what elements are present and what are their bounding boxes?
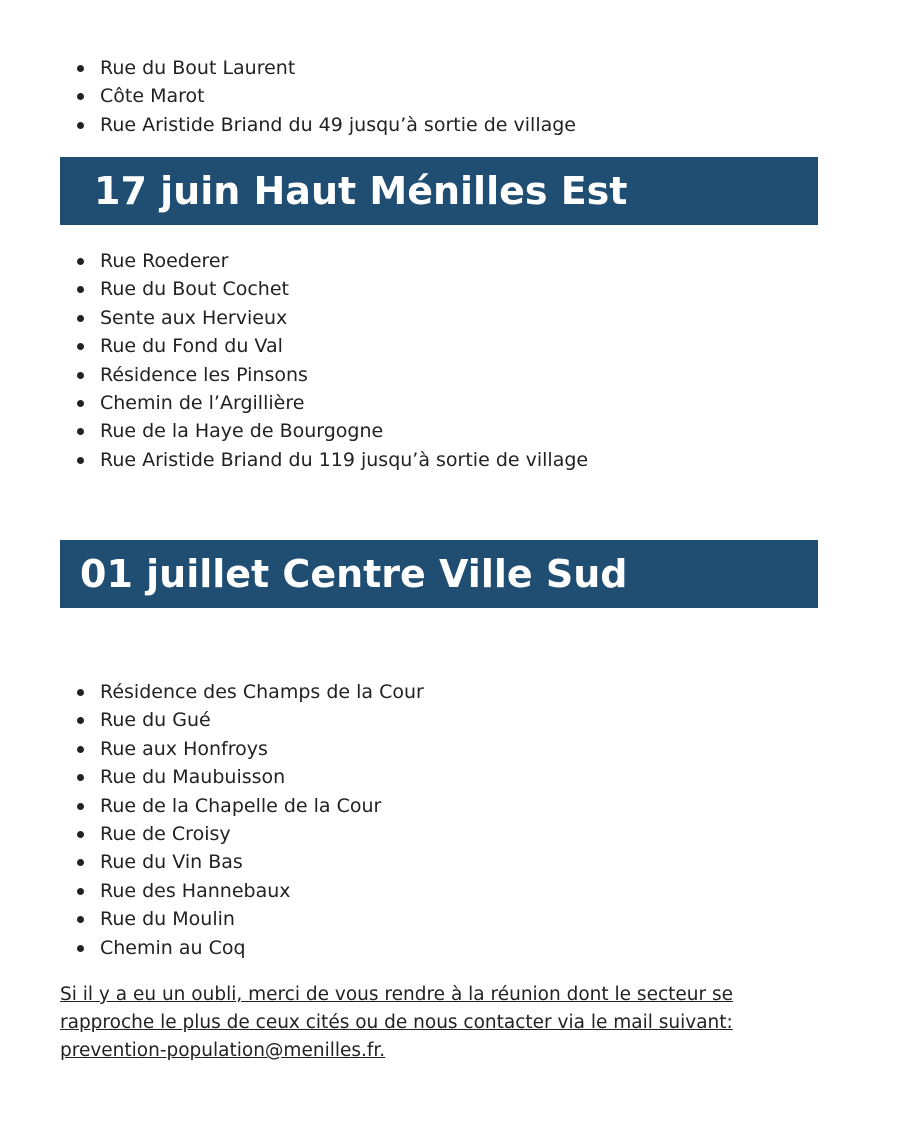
street-list-centre-ville-sud — [0, 678, 424, 962]
list-item: Rue aux Honfroys — [0, 735, 424, 763]
bullet-icon — [77, 888, 84, 895]
list-item: Rue du Bout Laurent — [0, 54, 576, 82]
list-item: Rue du Fond du Val — [0, 332, 588, 360]
bullet-icon — [77, 831, 84, 838]
bullet-icon — [77, 372, 84, 379]
bullet-icon — [77, 803, 84, 810]
bullet-icon — [77, 859, 84, 866]
list-item: Rue du Bout Cochet — [0, 275, 588, 303]
section-heading-centre-ville-sud: 01 juillet Centre Ville Sud — [60, 540, 818, 608]
footer-note — [60, 981, 820, 1065]
list-item: Rue de Croisy — [0, 820, 424, 848]
list-item: Résidence des Champs de la Cour — [0, 678, 424, 706]
list-item: Chemin de l’Argillière — [0, 389, 588, 417]
list-item: Rue des Hannebaux — [0, 877, 424, 905]
street-list-haut-menilles-est — [0, 247, 588, 474]
list-item: Côte Marot — [0, 82, 576, 110]
bullet-icon — [77, 717, 84, 724]
bullet-icon — [77, 65, 84, 72]
footer-line-1: Si il y a eu un oubli, merci de vous rendre à la réunion dont le secteur se — [60, 984, 733, 1005]
bullet-icon — [77, 315, 84, 322]
bullet-icon — [77, 400, 84, 407]
bullet-icon — [77, 746, 84, 753]
bullet-icon — [77, 93, 84, 100]
list-item: Rue du Gué — [0, 706, 424, 734]
bullet-icon — [77, 343, 84, 350]
bullet-icon — [77, 122, 84, 129]
contact-email-link[interactable]: prevention-population@menilles.fr. — [60, 1040, 386, 1061]
list-item: Rue du Moulin — [0, 905, 424, 933]
bullet-icon — [77, 689, 84, 696]
list-item: Rue du Vin Bas — [0, 848, 424, 876]
list-item: Rue de la Haye de Bourgogne — [0, 417, 588, 445]
bullet-icon — [77, 286, 84, 293]
street-list-previous-section — [0, 54, 576, 139]
list-item: Rue Aristide Briand du 119 jusqu’à sortie de village — [0, 446, 588, 474]
bullet-icon — [77, 428, 84, 435]
list-item: Rue de la Chapelle de la Cour — [0, 792, 424, 820]
bullet-icon — [77, 258, 84, 265]
footer-line-2: rapproche le plus de ceux cités ou de nous contacter via le mail suivant: — [60, 1012, 733, 1033]
bullet-icon — [77, 945, 84, 952]
list-item: Rue Roederer — [0, 247, 588, 275]
bullet-icon — [77, 457, 84, 464]
section-heading-haut-menilles-est: 17 juin Haut Ménilles Est — [60, 157, 818, 225]
list-item: Rue Aristide Briand du 49 jusqu’à sortie de village — [0, 111, 576, 139]
bullet-icon — [77, 916, 84, 923]
bullet-icon — [77, 774, 84, 781]
list-item: Résidence les Pinsons — [0, 361, 588, 389]
list-item: Rue du Maubuisson — [0, 763, 424, 791]
list-item: Chemin au Coq — [0, 934, 424, 962]
list-item: Sente aux Hervieux — [0, 304, 588, 332]
